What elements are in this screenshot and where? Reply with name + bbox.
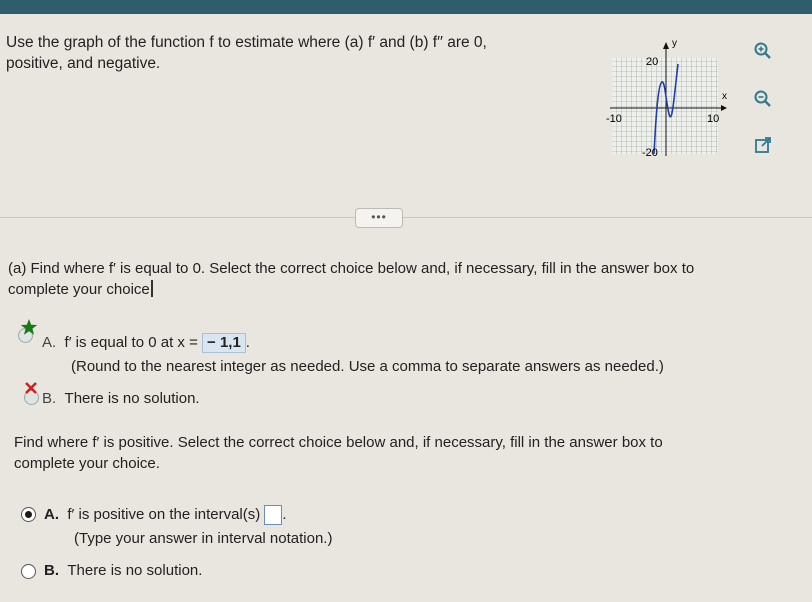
top-bar bbox=[0, 0, 812, 14]
zoom-out-icon[interactable] bbox=[750, 86, 776, 112]
part-b-choice-a bbox=[44, 504, 287, 525]
y-tick-20: 20 bbox=[646, 56, 659, 68]
part-a-instruction bbox=[8, 258, 798, 300]
x-axis-arrow bbox=[721, 105, 727, 111]
zoom-in-icon[interactable] bbox=[750, 38, 776, 64]
part-a-choice-b bbox=[42, 388, 200, 409]
part-a-choice-a-letter: A. bbox=[42, 334, 57, 351]
correct-star-icon bbox=[20, 318, 38, 336]
part-a-choice-a-note: (Round to the nearest integer as needed. Use a comma to separate answers as needed.) bbox=[71, 358, 664, 375]
prompt-line-2: positive, and negative. bbox=[6, 55, 161, 72]
part-b-choice-a-suffix: . bbox=[282, 506, 287, 523]
part-a-choice-b-letter: B. bbox=[42, 390, 57, 407]
question-prompt bbox=[6, 32, 566, 74]
part-b-answer-box[interactable] bbox=[264, 505, 282, 525]
part-a-choice-a-text: f′ is equal to 0 at x = bbox=[64, 334, 198, 351]
function-graph[interactable] bbox=[606, 36, 742, 160]
x-axis-label: x bbox=[722, 91, 727, 102]
x-tick-neg10: -10 bbox=[606, 113, 622, 125]
part-b-choice-a-text: f′ is positive on the interval(s) bbox=[67, 506, 261, 523]
part-a-answer-box[interactable]: − 1,1 bbox=[202, 333, 246, 353]
more-button[interactable]: ••• bbox=[355, 208, 403, 228]
x-tick-10: 10 bbox=[707, 113, 720, 125]
prompt-line-1: Use the graph of the function f to estimate where (a) f′ and (b) f′′ are 0, bbox=[6, 34, 487, 51]
text-cursor bbox=[151, 280, 153, 297]
graph-grid bbox=[612, 58, 718, 154]
part-b-instruction bbox=[14, 432, 804, 474]
part-b-choice-a-note: (Type your answer in interval notation.) bbox=[74, 530, 333, 547]
part-b-instruction-line-1: Find where f′ is positive. Select the correct choice below and, if necessary, fill in the answer box to bbox=[14, 434, 663, 451]
part-b-choice-b-text: There is no solution. bbox=[67, 562, 203, 579]
part-b-choice-b-radio[interactable] bbox=[21, 564, 36, 579]
part-b-choice-a-radio[interactable] bbox=[21, 507, 36, 522]
part-a-choice-a bbox=[42, 332, 250, 353]
section-divider bbox=[0, 217, 812, 218]
y-tick-neg20: -20 bbox=[642, 147, 658, 159]
incorrect-x-icon bbox=[24, 381, 38, 395]
part-a-instruction-line-2: complete your choice bbox=[8, 279, 798, 300]
popout-icon[interactable] bbox=[750, 132, 776, 158]
part-b-choice-b bbox=[44, 560, 202, 581]
part-b-choice-a-letter: A. bbox=[44, 506, 59, 523]
part-b-choice-b-letter: B. bbox=[44, 562, 59, 579]
part-a-instruction-line-1: (a) Find where f′ is equal to 0. Select the correct choice below and, if necessary, fill in the answer box to bbox=[8, 260, 695, 277]
y-axis-arrow bbox=[663, 42, 669, 49]
part-a-choice-b-text: There is no solution. bbox=[64, 390, 200, 407]
y-axis-label: y bbox=[672, 38, 677, 49]
part-a-choice-a-suffix: . bbox=[245, 334, 250, 351]
part-b-instruction-line-2: complete your choice. bbox=[14, 455, 160, 472]
